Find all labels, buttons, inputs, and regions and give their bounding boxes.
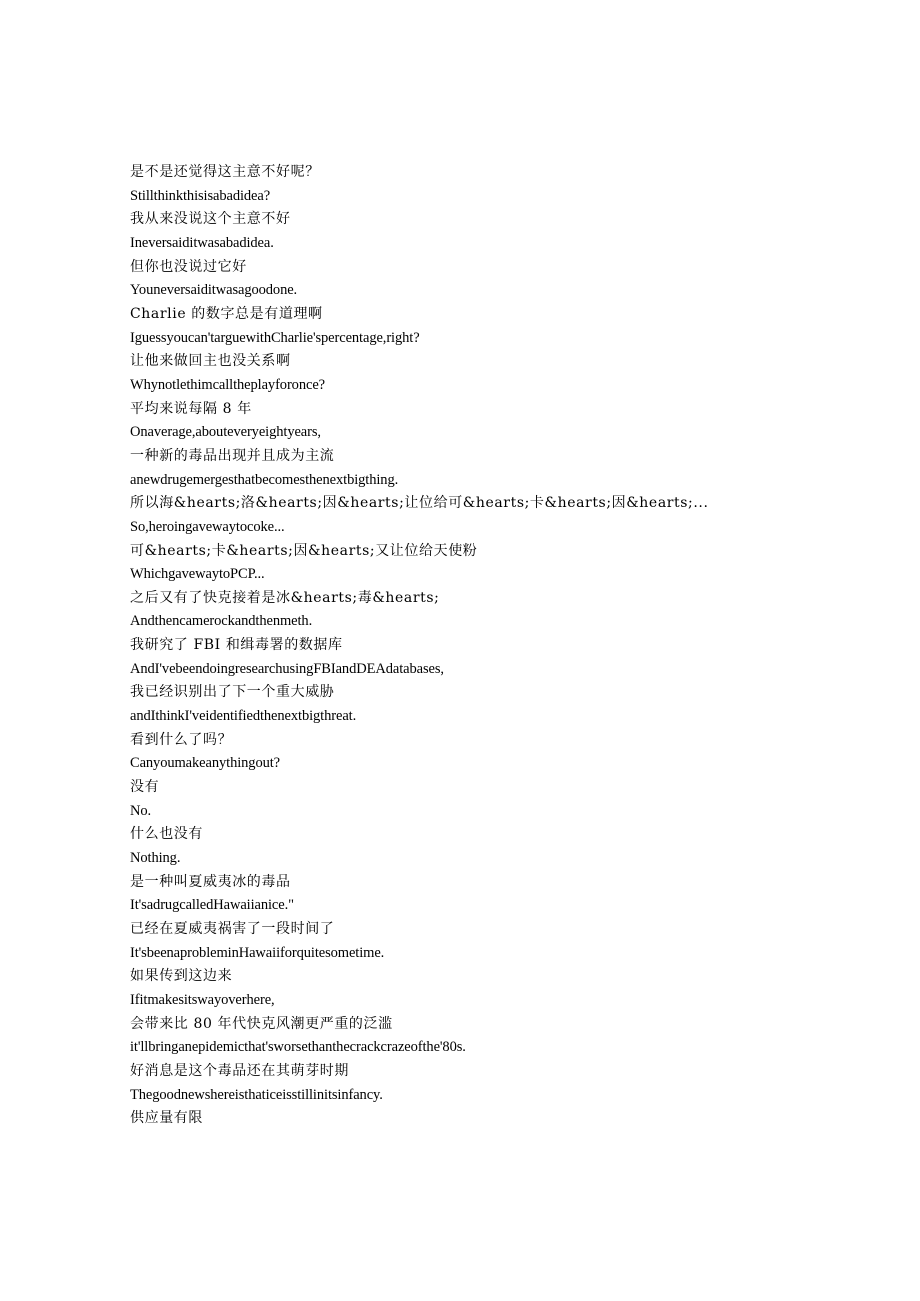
subtitle-line-english: it'llbringanepidemicthat'sworsethanthecrackcrazeofthe'80s. bbox=[130, 1039, 466, 1056]
subtitle-line-chinese: 是一种叫夏威夷冰的毒品 bbox=[130, 873, 291, 890]
subtitle-line-chinese: 我研究了 FBI 和缉毒署的数据库 bbox=[130, 637, 343, 654]
subtitle-line-chinese: 所以海&hearts;洛&hearts;因&hearts;让位给可&hearts;卡&hearts;因&hearts;... bbox=[130, 495, 709, 512]
subtitle-line-english: Iguessyoucan'targuewithCharlie'spercentage,right? bbox=[130, 329, 420, 346]
subtitle-line-english: Stillthinkthisisabadidea? bbox=[130, 187, 271, 204]
subtitle-line-chinese: 我从来没说这个主意不好 bbox=[130, 211, 291, 228]
subtitle-line-english: No. bbox=[130, 802, 152, 819]
subtitle-line-english: anewdrugemergesthatbecomesthenextbigthing. bbox=[130, 471, 399, 488]
subtitle-line-chinese: 之后又有了快克接着是冰&hearts;毒&hearts; bbox=[130, 589, 440, 606]
subtitle-line-chinese: Charlie 的数字总是有道理啊 bbox=[130, 305, 323, 322]
subtitle-line-chinese: 我已经识别出了下一个重大威胁 bbox=[130, 684, 335, 701]
subtitle-line-english: It'sadrugcalledHawaiianice." bbox=[130, 897, 294, 914]
subtitle-line-english: Onaverage,abouteveryeightyears, bbox=[130, 424, 321, 441]
subtitle-line-english: AndI'vebeendoingresearchusingFBIandDEAdatabases, bbox=[130, 660, 444, 677]
subtitle-line-english: Ineversaiditwasabadidea. bbox=[130, 234, 274, 251]
subtitle-line-chinese: 什么也没有 bbox=[130, 826, 203, 843]
subtitle-line-english: Thegoodnewshereisthaticeisstillinitsinfancy. bbox=[130, 1086, 383, 1103]
subtitle-line-chinese: 好消息是这个毒品还在其萌芽时期 bbox=[130, 1062, 349, 1079]
subtitle-line-chinese: 会带来比 80 年代快克风潮更严重的泛滥 bbox=[130, 1015, 393, 1032]
subtitle-line-english: andIthinkI'veidentifiedthenextbigthreat. bbox=[130, 708, 357, 725]
subtitle-line-chinese: 可&hearts;卡&hearts;因&hearts;又让位给天使粉 bbox=[130, 542, 478, 559]
subtitle-line-chinese: 供应量有限 bbox=[130, 1110, 203, 1127]
subtitle-line-chinese: 一种新的毒品出现并且成为主流 bbox=[130, 447, 335, 464]
subtitle-line-english: Whynotlethimcalltheplayforonce? bbox=[130, 376, 325, 393]
subtitle-line-chinese: 看到什么了吗？ bbox=[130, 731, 233, 748]
subtitle-line-chinese: 是不是还觉得这主意不好呢？ bbox=[130, 164, 320, 180]
subtitle-line-english: So,heroingavewaytocoke... bbox=[130, 518, 285, 535]
subtitle-line-chinese: 已经在夏威夷祸害了一段时间了 bbox=[130, 921, 335, 937]
subtitle-line-english: WhichgavewaytoPCP... bbox=[130, 566, 265, 583]
subtitle-line-english: Ifitmakesitswayoverhere, bbox=[130, 991, 275, 1008]
subtitle-line-chinese: 但你也没说过它好 bbox=[130, 258, 247, 275]
document-body bbox=[130, 161, 830, 1131]
subtitle-line-english: Youneversaiditwasagoodone. bbox=[130, 282, 298, 299]
subtitle-line-english: Canyoumakeanythingout? bbox=[130, 755, 281, 772]
subtitle-line-chinese: 如果传到这边来 bbox=[130, 968, 233, 985]
subtitle-line-english: It'sbeenaprobleminHawaiiforquitesometime. bbox=[130, 944, 385, 961]
subtitle-line-chinese: 没有 bbox=[130, 779, 160, 796]
subtitle-line-english: Andthencamerockandthenmeth. bbox=[130, 613, 313, 630]
subtitle-line-english: Nothing. bbox=[130, 850, 181, 867]
subtitle-line-chinese: 让他来做回主也没关系啊 bbox=[130, 353, 291, 370]
subtitle-line-chinese: 平均来说每隔 8 年 bbox=[130, 400, 252, 417]
